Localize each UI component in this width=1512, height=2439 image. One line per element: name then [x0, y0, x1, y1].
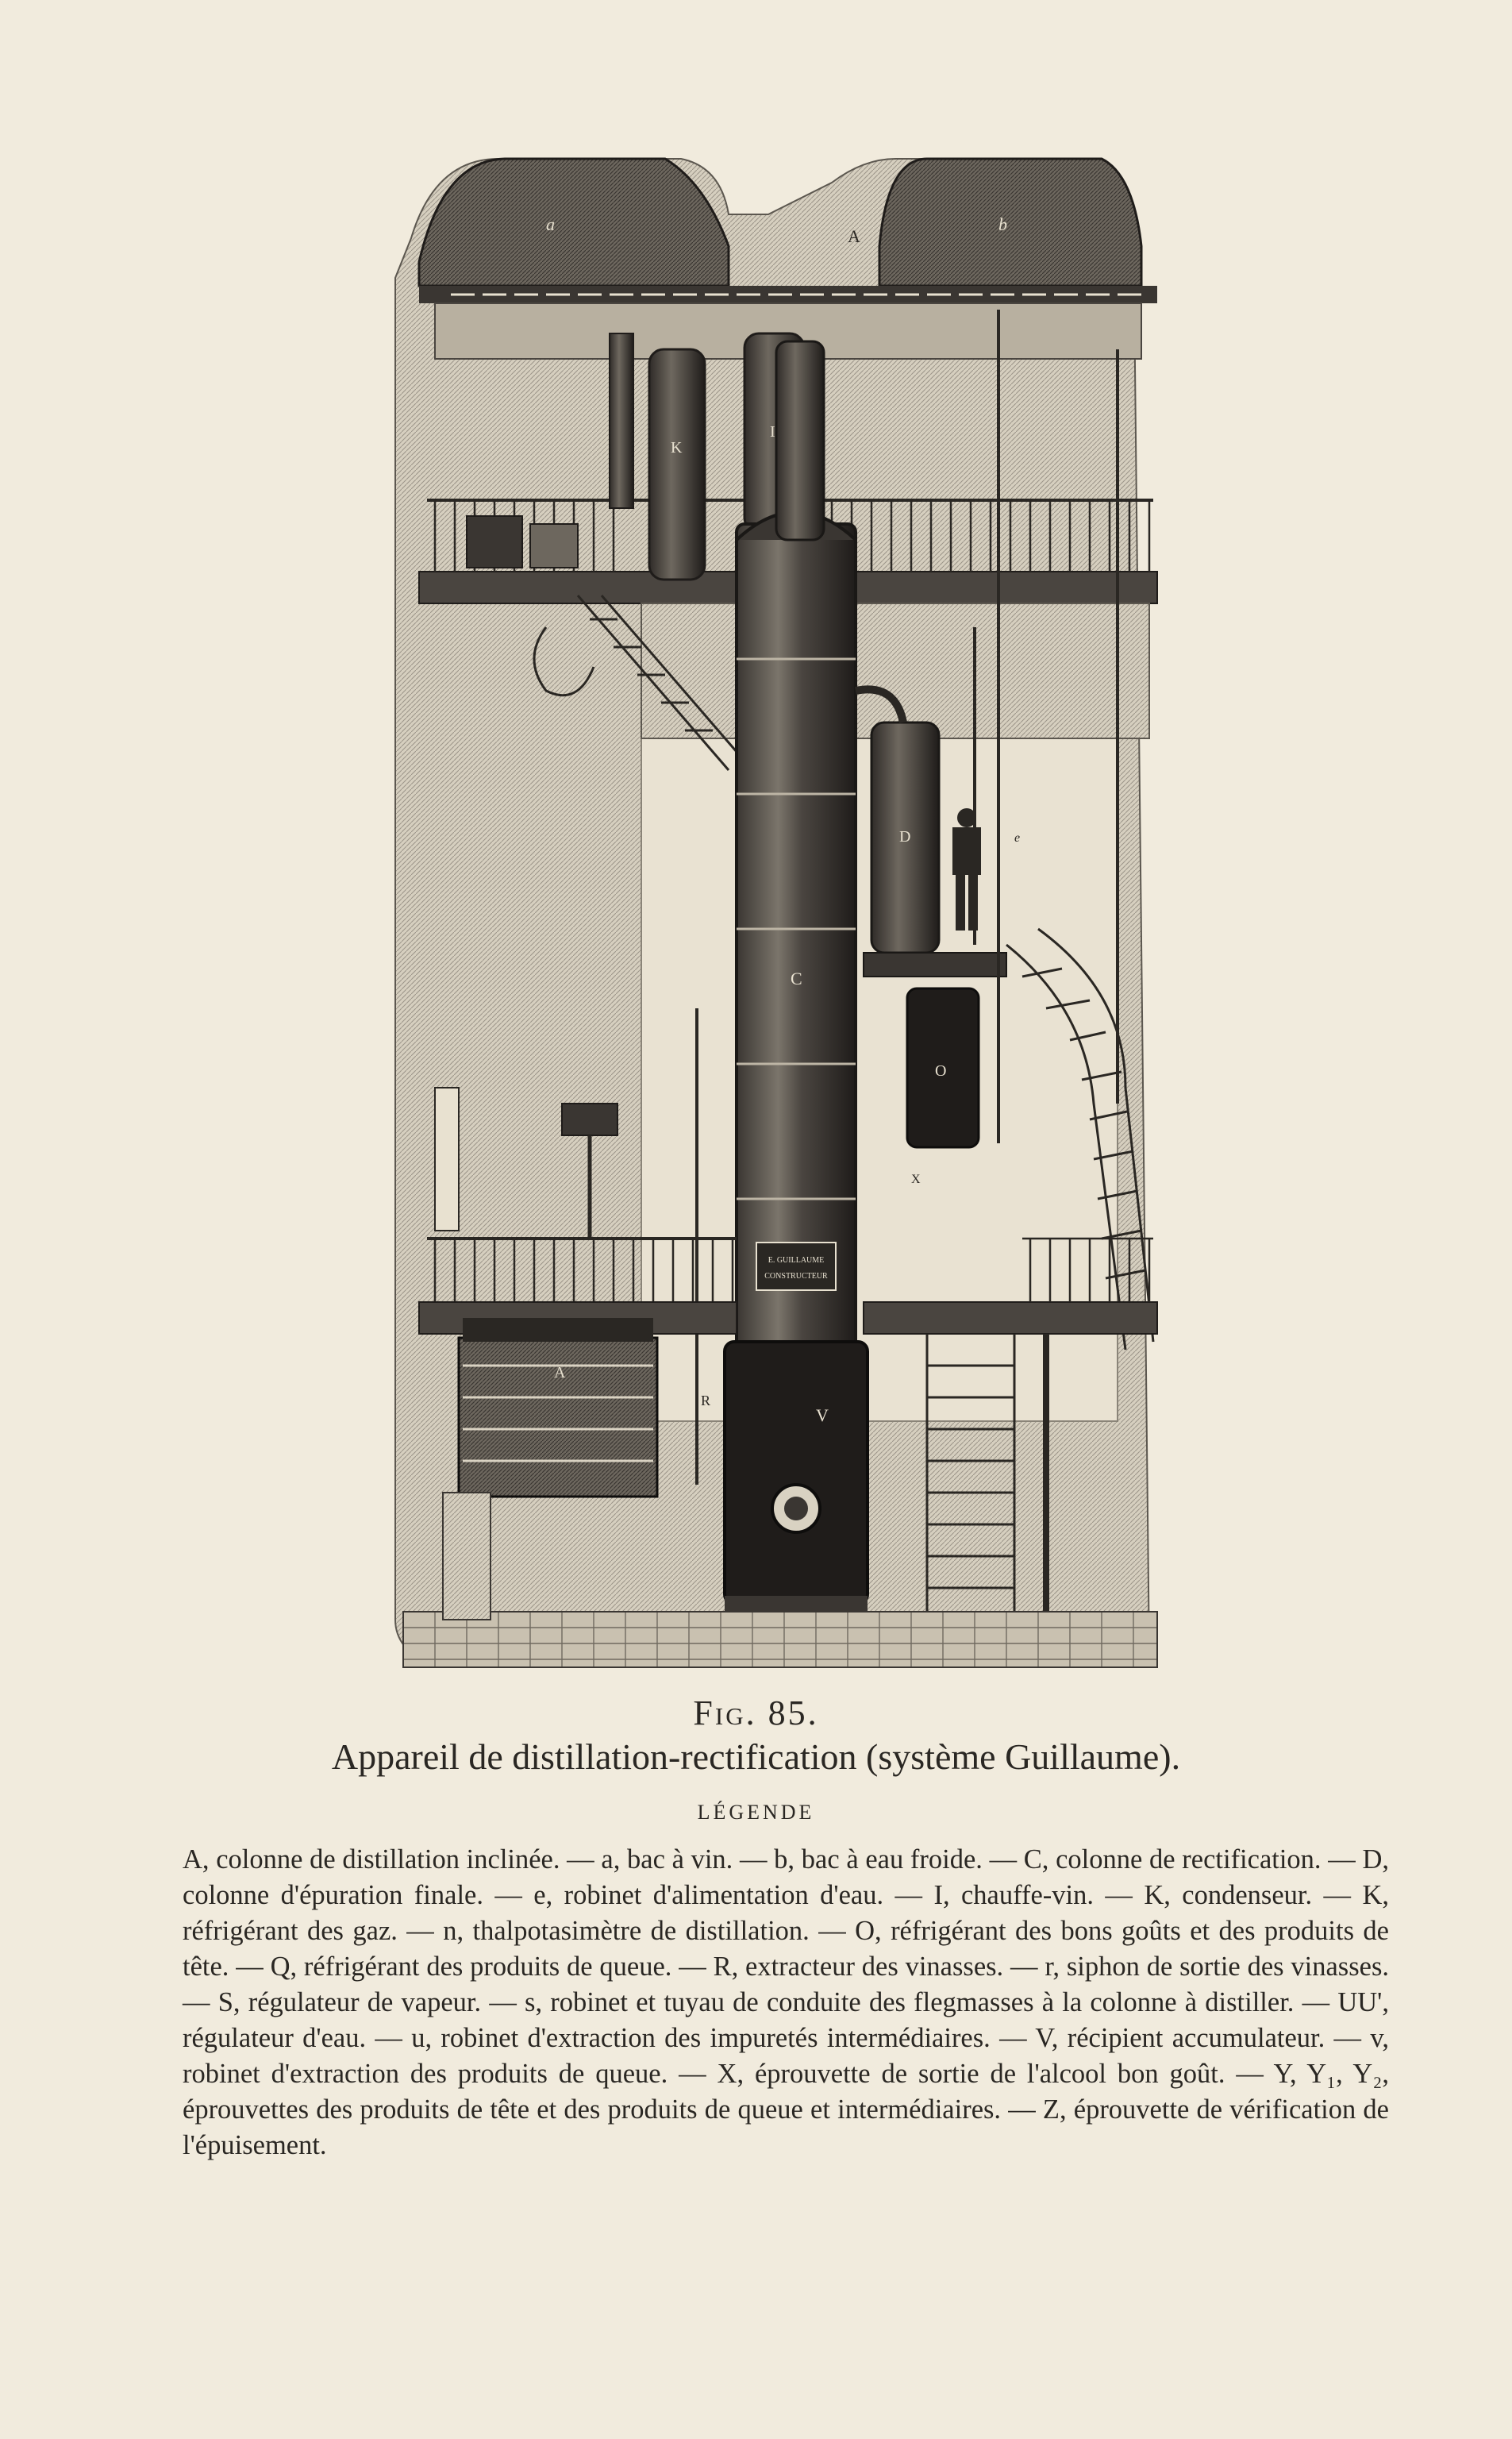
label-tank-b: b — [998, 214, 1007, 234]
cold-water-tank-b — [879, 159, 1141, 286]
label-extractor-r: R — [701, 1393, 711, 1408]
nameplate-line2: CONSTRUCTEUR — [764, 1272, 828, 1281]
label-valve-e: e — [1014, 831, 1021, 845]
label-column-d: D — [899, 828, 911, 846]
label-cooler-o: O — [935, 1062, 947, 1080]
tiled-floor — [403, 1612, 1157, 1667]
legend-text: A, colonne de distillation inclinée. — a, bac à vin. — b, bac à eau froide. — C, colonne de rectification. — D, colonne d'épuration finale. — e, robinet d'alimentation d'eau. — I, chauffe-vin. — K, condenseur. — K, réfrigérant des gaz. — n, thalpotasimètre de distillation. — O, réfrigérant des bons goûts et des produits de tête. — Q, réfrigérant des produits de queue. — R, extracteur des vinasses. — r, siphon de sortie des vinasses. — S, régulateur de vapeur. — s, robinet et tuyau de conduite des flegmasses à la colonne à distiller. — UU', régulateur d'eau. — u, robinet d'extraction des impuretés intermédiaires. — V, récipient accumulateur. — v, robinet d'extraction des produits de queue. — X, éprouvette de sortie de l'alcool bon goût. — Y, Y₁, Y₂, éprouvettes des produits de tête et des produits de queue et intermédiaires. — Z, éprouvette de vérification de l'épuisement. — [183, 1844, 1389, 2160]
maker-nameplate — [756, 1243, 836, 1290]
figure-number: Fig. 85. — [693, 1693, 819, 1732]
distillation-apparatus-illustration — [387, 151, 1181, 1675]
legend-title: LÉGENDE — [697, 1801, 815, 1824]
label-accumulator-v: V — [816, 1405, 829, 1425]
label-tank-a: a — [546, 214, 555, 234]
figure-caption: Appareil de distillation-rectification (système Guillaume). — [331, 1736, 1181, 1777]
wine-tank-a — [419, 159, 729, 286]
label-valve-x: X — [911, 1173, 921, 1186]
lower-platform-right — [864, 1302, 1157, 1334]
label-condenser-k: K — [671, 439, 683, 457]
nameplate-line1: E. GUILLAUME — [768, 1256, 825, 1265]
steam-regulator — [562, 1104, 617, 1135]
label-column-c: C — [791, 969, 802, 988]
column-top-pipe — [776, 341, 824, 540]
inclined-distillation-column-a — [459, 1318, 657, 1497]
accumulator-v — [725, 1342, 868, 1604]
label-bench-a: A — [554, 1364, 566, 1381]
label-top-marker: A — [848, 226, 860, 246]
label-wine-heater-i: I — [770, 423, 775, 441]
condenser-k — [649, 349, 705, 580]
